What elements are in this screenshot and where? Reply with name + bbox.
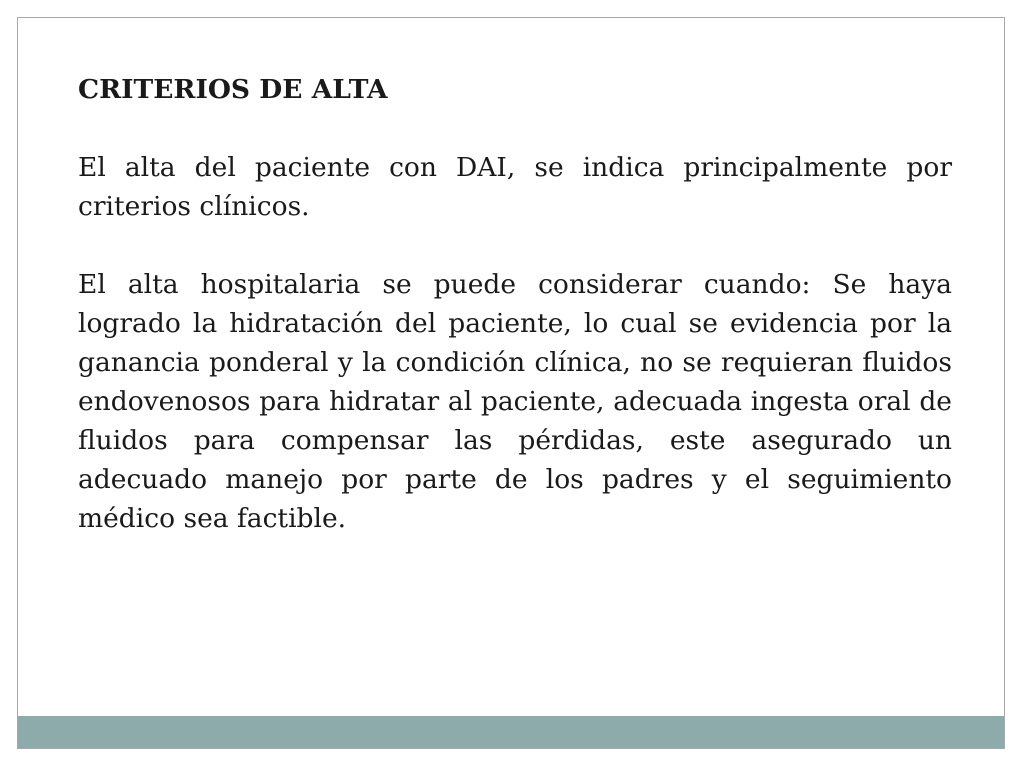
slide-content [78,70,952,538]
slide-title: CRITERIOS DE ALTA [78,74,388,105]
paragraph-intro: El alta del paciente con DAI, se indica principalmente por criterios clínicos. [78,152,952,222]
footer-bar [18,716,1004,748]
paragraph-criteria: El alta hospitalaria se puede considerar cuando: Se haya logrado la hidratación del paciente, lo cual se evidencia por la ganancia ponderal y la condición clínica, no se requieran fluidos endovenosos para hidratar al paciente, adecuada ingesta oral de fluidos para compensar las pérdidas, este asegurado un adecuado manejo por parte de los padres y el seguimiento médico sea factible. [78,269,952,534]
